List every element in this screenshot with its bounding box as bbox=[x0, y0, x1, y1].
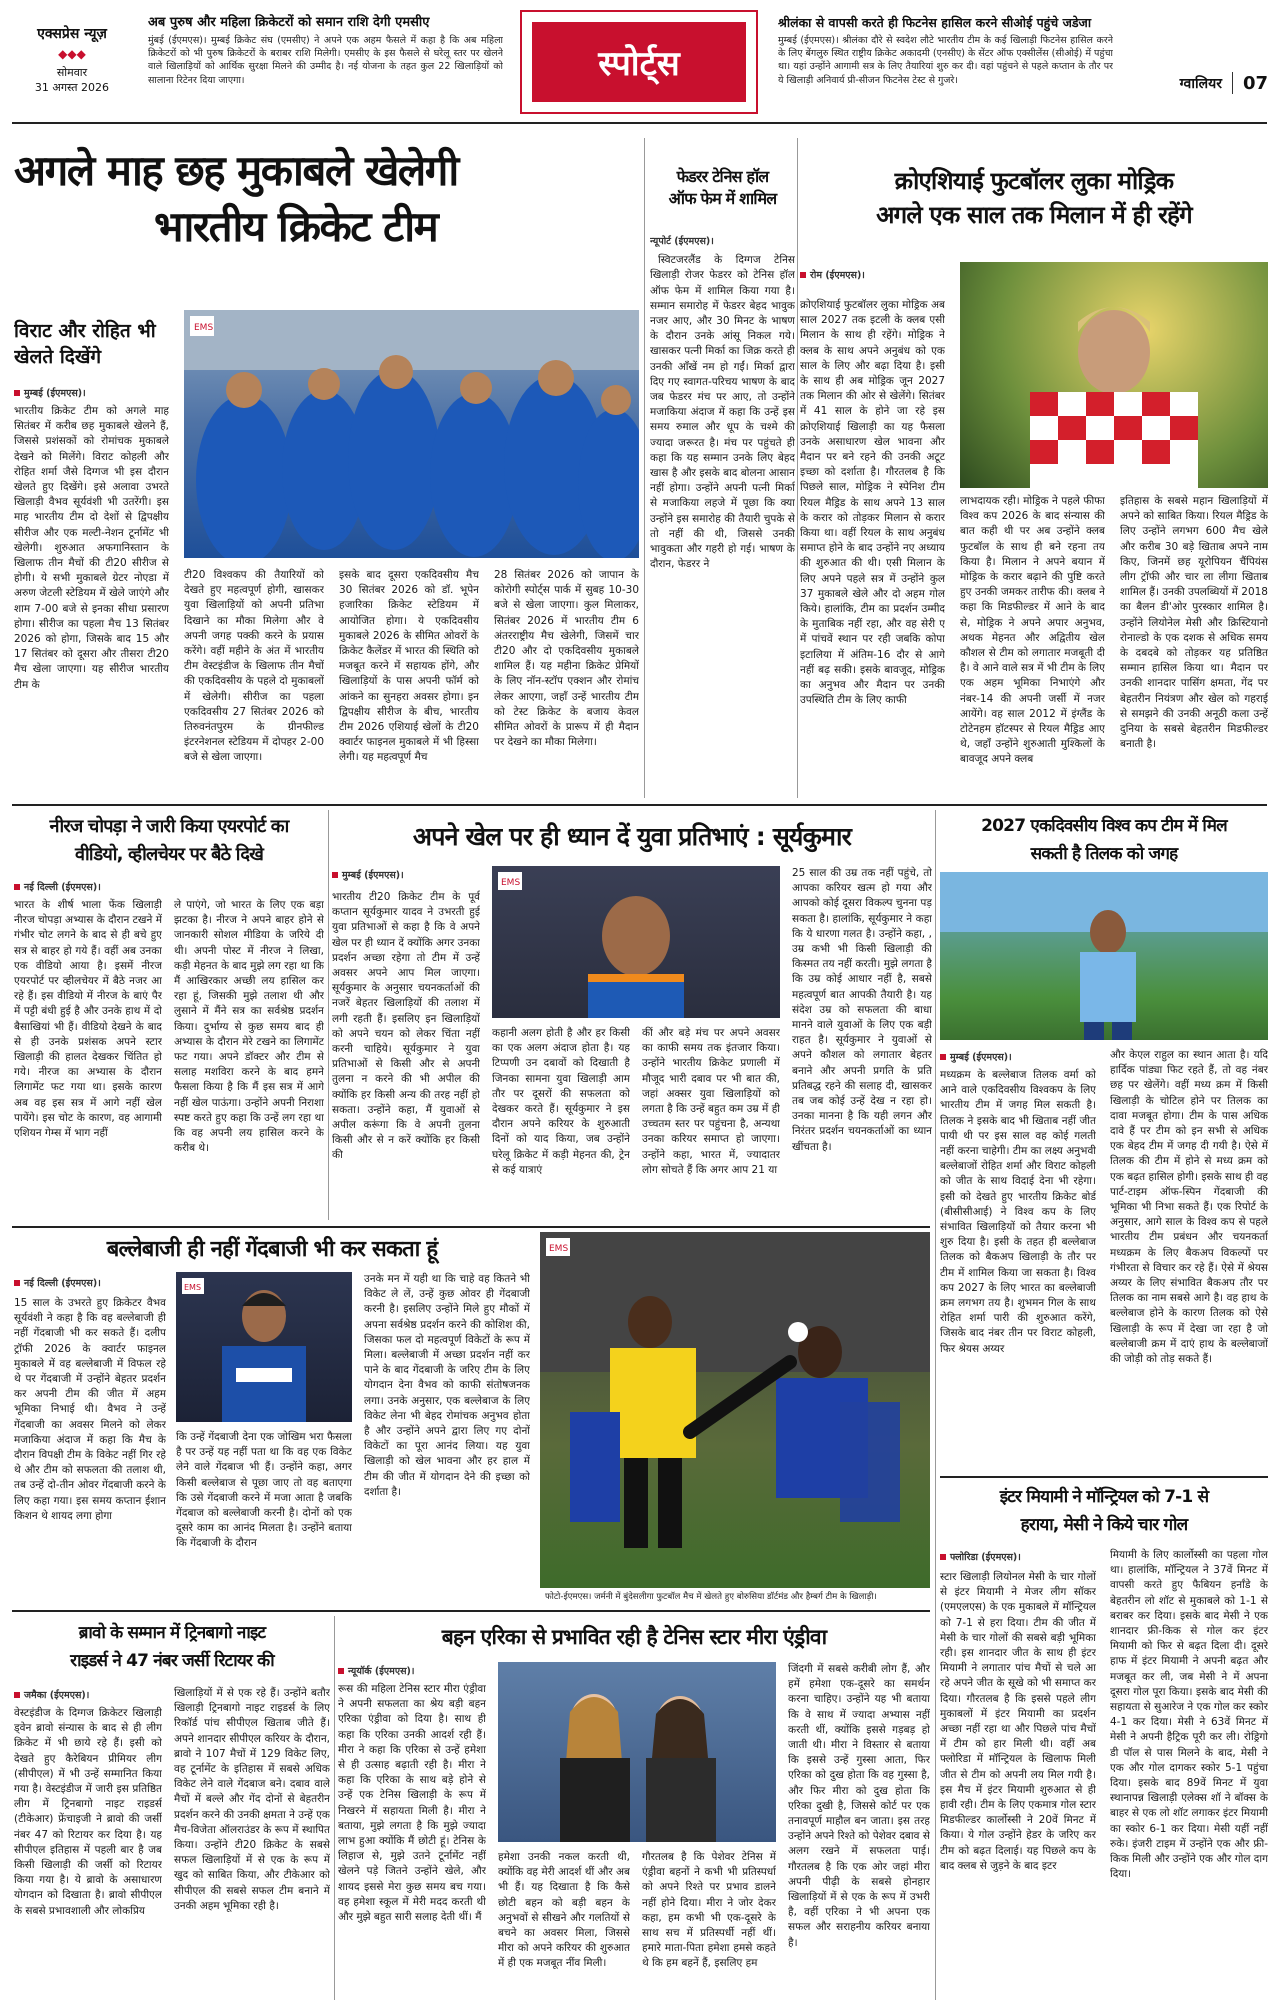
vaibhav-col3: उनके मन में यही था कि चाहे वह कितने भी विकेट ले लें, उन्हें कुछ ओवर ही गेंदबाजी करनी है। इसलिए उन्होंने मिले हुए मौकों में अपना सर्वश्रेष्ठ प्रदर्शन करने की कोशिश की, जिसका फल दो महत्वपूर्ण विकेटों के रूप में मिला। बल्लेबाजी में अच्छा प्रदर्शन नहीं कर पाने के बाद गेंदबाजी के जरिए टीम के लिए योगदान देना वैभव को काफी संतोषजनक लगा। उनके अनुसार, एक बल्लेबाज के लिए विकेट लेना भी बेहद रोमांचक अनुभव होता है और उन्होंने अपने द्वारा लिए गए दोनों विकेटों का पूरा आनंद लिया। यह युवा खिलाड़ी को खेल भावना और हर हाल में टीम की जीत में योगदान देने की इच्छा को दर्शाता है। bbox=[364, 1273, 530, 1498]
story1-dateline: मुम्बई (ईएमएस)। bbox=[14, 386, 164, 399]
modric-col2: लाभदायक रही। मोड्रिक ने पहले फीफा विश्व कप 2026 के बाद संन्यास की बात कही थी पर अब उन्होंने क्लब फुटबॉल के साथ ही बने रहना तय किया है। मिलान ने अपने बयान में मोड्रिक के करार बढ़ाने की पुष्टि करते हुए उनकी जमकर तारीफ की। क्लब ने कहा कि मिडफील्डर में आने के बाद से, मोड्रिक ने अपने अपार अनुभव, अथक मेहनत और अद्वितीय खेल कौशल से टीम को लगातार मजबूती दी है। वे आने वाले सत्र में भी टीम के लिए एक अहम भूमिका निभाएंगे और नंबर-14 की अपनी जर्सी में नजर आयेंगे। वह साल 2012 में इंग्लैंड के टोटेनहम हॉटस्पर से रियल मैड्रिड आए थे, जहाँ उन्होंने शुरुआती मुश्किलों के बावजूद अपने क्लब bbox=[960, 495, 1105, 766]
vsep-5 bbox=[334, 1616, 335, 2000]
story-bravo bbox=[14, 1616, 330, 2000]
bravo-dateline: जमैका (ईएमएस)। bbox=[14, 1688, 164, 1701]
dateline-marker-icon bbox=[14, 390, 20, 396]
photo-modric bbox=[960, 262, 1268, 488]
issue-day: सोमवार bbox=[56, 66, 88, 79]
photo-andreeva bbox=[498, 1662, 776, 1842]
surya-col4: 25 साल की उम्र तक नहीं पहुंचे, तो आपका करियर खत्म हो गया और आपको कोई दूसरा विकल्प चुनना पड़ सकता है। हालांकि, सूर्यकुमार ने कहा कि ये धारणा गलत है। उन्होंने कहा, , उम्र कभी भी किसी खिलाड़ी की किस्मत तय नहीं करती। मुझे लगता है कि उम्र कोई आधार नहीं है, सबसे महत्वपूर्ण बात आपकी तैयारी है। यह संदेश उम्र को सफलता की बाधा मानने वाले युवाओं के लिए एक बड़ी राहत है। सूर्यकुमार ने युवाओं से अपने कौशल को लगातार बेहतर बनाने और अपनी प्रगति के प्रति प्रतिबद्ध रहने की सलाह दी, खासकर तब जब कोई उन्हें देख न रहा हो। उनका मानना है कि यही लगन और निरंतर प्रदर्शन चयनकर्ताओं का ध्यान खींचता है। bbox=[792, 867, 932, 1153]
neeraj-dateline: नई दिल्ली (ईएमएस)। bbox=[14, 880, 164, 893]
surya-col2: कहानी अलग होती है और हर किसी का एक अलग अंदाज होता है। यह टिप्पणी उन दबावों को दिखाती है जिनका सामना युवा खिलाड़ी आम तौर पर दूसरों की सफलता को देखकर करते हैं। सूर्यकुमार ने इस दौरान अपने करियर के शुरुआती दिनों को याद किया, जब उन्होंने घरेलू क्रिकेट में कड़ी मेहनत की, ट्रेन से कई यात्राएं bbox=[492, 1027, 630, 1176]
dateline-marker-icon bbox=[14, 884, 20, 890]
strip-right-text: मुम्बई (ईएमएस)। श्रीलंका दौरे से स्वदेश लौटे भारतीय टीम के कई खिलाड़ी फिटनेस हासिल करने के लिए बेंगलुरु स्थित राष्ट्रीय क्रिकेट अकादमी (एनसीए) के सेंटर ऑफ एक्सीलेंस (सीओई) में पहुंचा था। यहां उन्होंने आगामी सत्र के लिए तैयारियां शुरु कर दी। वहां पहुंचने से पहले कप्तान के तौर पर ये खिलाड़ी अनिवार्य प्री-सीजन फिटनेस टेस्ट से गुजरे। bbox=[778, 35, 1113, 86]
vaibhav-col1: 15 साल के उभरते हुए क्रिकेटर वैभव सूर्यवंशी ने कहा है कि वह बल्लेबाजी ही नहीं गेंदबाजी भी कर सकते हैं। दलीप ट्रॉफी 2026 के क्वार्टर फाइनल मुकाबले में वह बल्लेबाजी में विफल रहे थे पर गेंदबाजी में उन्होंने बेहतर प्रदर्शन कर अपनी टीम की जीत में अहम भूमिका निभाई थी। वैभव ने उन्हें गेंदबाजी का अवसर मिलने को लेकर मजाकिया अंदाज में कहा कि मैच के दौरान विपक्षी टीम के विकेट नहीं गिर रहे थे और टीम को सफलता की तलाश थी, तब उन्हें दो-तीन ओवर गेंदबाजी करने के लिए कहा गया। इस समय कप्तान ईशान किशन थे शायद लगा होगा bbox=[14, 1297, 166, 1522]
rule-row1 bbox=[12, 804, 1267, 806]
federer-headline-1: फेडरर टेनिस हॉल bbox=[676, 167, 769, 186]
top-right-strip bbox=[778, 14, 1113, 114]
tilak-photo bbox=[940, 872, 1268, 1040]
city-name: ग्वालियर bbox=[1179, 75, 1222, 92]
dateline-marker-icon bbox=[940, 1054, 946, 1060]
vsep-1 bbox=[644, 138, 645, 798]
section-title: स्पोर्ट्स bbox=[598, 44, 680, 84]
bravo-headline-1: ब्रावो के सम्मान में ट्रिनबागो नाइट bbox=[78, 1623, 266, 1643]
neeraj-col2: ले पाएंगे, जो भारत के लिए एक बड़ा झटका है। नीरज ने अपने बाहर होने से जानकारी सोशल मीडिया के जरिये दी थी। अपनी पोस्ट में नीरज ने लिखा, कड़ी मेहनत के बाद मुझे लग रहा था कि मैं आखिरकार अच्छी लय हासिल कर रहा हूं, जिसकी मुझे तलाश थी और लुसाने में मैंने सत्र का सर्वश्रेष्ठ प्रदर्शन किया। दुर्भाग्य से कुछ समय बाद ही अभ्यास के दौरान मेरे टखने का लिगामेंट फट गया। अपने डॉक्टर और टीम से सलाह मशविरा करने के बाद हमने फैसला किया है कि मैं इस सत्र में आगे नहीं खेल पाऊंगा। उन्होंने अपनी निराशा स्पष्ट करते हुए कहा कि उन्हें लग रहा था कि वह अपनी लय हासिल करने के करीब थे। bbox=[174, 899, 324, 1155]
miami-headline-2: हराया, मेसी ने किये चार गोल bbox=[1020, 1515, 1188, 1535]
story-tilak bbox=[940, 810, 1268, 1470]
surya-col3: कीं और बड़े मंच पर अपने अवसर का काफी समय तक इंतजार किया। उन्होंने भारतीय क्रिकेट प्रणाली में मौजूद भारी दबाव पर भी बात की, जहां अक्सर युवा खिलाड़ियों को लगता है कि उन्हें बहुत कम उम्र में ही उच्चतम स्तर पर पहुंचना है, अन्यथा उनका करियर समाप्त हो जाएगा। उन्होंने कहा, भारत में, ज्यादातर लोग सोचते हैं कि अगर आप 21 या bbox=[642, 1027, 780, 1176]
svg-text:EMS: EMS bbox=[501, 878, 521, 888]
strip-right-headline: श्रीलंका से वापसी करते ही फिटनेस हासिल करने सीओई पहुंचे जडेजा bbox=[778, 15, 1092, 30]
story1-subhead: विराट और रोहित भी खेलते दिखेंगे bbox=[14, 320, 156, 368]
page-meta bbox=[1118, 68, 1268, 98]
vsep-3 bbox=[935, 810, 936, 2000]
andreeva-photo bbox=[498, 1662, 776, 1842]
federer-dateline: न्यूपोर्ट (ईएमएस)। bbox=[650, 236, 714, 247]
section-banner bbox=[520, 10, 758, 114]
bundesliga-photo bbox=[540, 1232, 930, 1588]
rule-row3 bbox=[12, 1610, 930, 1612]
story1-col1: भारतीय क्रिकेट टीम को अगले माह सितंबर में करीब छह मुकाबले खेलने हैं, जिससे प्रशंसकों को रोमांचक मुकाबले देखने को मिलेंगे। विराट कोहली और रोहित शर्मा जैसे दिग्गज भी इस दौरान खेलते हुए दिखेंगे। इसे अलावा उभरते खिलाड़ी वैभव सूर्यवंशी भी उतरेंगी। इस माह भारतीय टीम दो देशों से द्विपक्षीय सीरीज और एक मल्टी-नेशन टूर्नामेंट भी खेलेगी। शुरुआत अफगानिस्तान के खिलाफ तीन मैचों की टी20 सीरीज से होगी। ये सभी मुकाबले ग्रेटर नोएडा में अरुण जेटली स्टेडियम में खेले जाएंगे और शाम 7-00 बजे से इनका सीधा प्रसारण होगा। सीरीज का पहला मैच 13 सितंबर 2026 को होगा, जिसके बाद 15 और 17 सितंबर को दूसरा और तीसरा टी20 मैच खेला जाएगा। यह सीरीज भारतीय टीम के bbox=[14, 405, 169, 691]
brand-name: एक्सप्रेस न्यूज़ bbox=[37, 26, 107, 42]
page-number: 07 bbox=[1242, 72, 1268, 94]
bravo-col1: वेस्टइंडीज के दिग्गज क्रिकेटर खिलाड़ी ड्वेन ब्रावो संन्यास के बाद से ही लीग क्रिकेट में भी छाये रहे हैं। इसी को देखते हुए कैरेबियन प्रीमियर लीग (सीपीएल) में भी उन्हें सम्मानित किया गया है। वेस्टइंडीज में जारी इस प्रतिष्ठित लीग में ट्रिनबागो नाइट राइडर्स (टीकेआर) फ्रेंचाइजी ने ब्रावो की जर्सी नंबर 47 को रिटायर कर दिया है। यह सीपीएल इतिहास में पहली बार है जब किसी खिलाड़ी की जर्सी को रिटायर किया गया है। ये ब्रावो के असाधारण योगदान को दिखाता है। ब्रावो सीपीएल के सबसे प्रभावशाली और लोकप्रिय bbox=[14, 1707, 162, 1917]
neeraj-col1: भारत के शीर्ष भाला फेंक खिलाड़ी नीरज चोपड़ा अभ्यास के दौरान टखने में गंभीर चोट लगने के बाद से ही बचे हुए सत्र से बाहर हो गये हैं। वहीं अब उनका एक वीडियो आया है। इसमें नीरज एयरपोर्ट पर व्हीलचेयर में बैठे नजर आ रहे हैं। इस वीडियो में नीरज के बाएं पैर में पट्टी बंधी हुई है और उनके हाथ में दो बैसाखियां भी हैं। वीडियो देखने के बाद से ही उनके प्रशंसक अपने स्टार खिलाड़ी की हालत देखकर चिंतित हो गये। नीरज का अभ्यास के दौरान लिगामेंट फट गया था। इसके कारण अब वह इस सत्र में आगे नहीं खेल पायेंगे। इस चोट के कारण, वह आगामी एशियन गेम्स में भाग नहीं bbox=[14, 899, 162, 1140]
rule-row2 bbox=[12, 1226, 930, 1228]
photo-suryakumar bbox=[492, 866, 780, 1018]
story-neeraj bbox=[14, 810, 324, 1220]
andreeva-headline: बहन एरिका से प्रभावित रही है टेनिस स्टार मीरा एंड्रीवा bbox=[441, 1625, 827, 1649]
vaibhav-col2: कि उन्हें गेंदबाजी देना एक जोखिम भरा फैसला है पर उन्हें यह नहीं पता था कि वह एक विकेट लेने वाले गेंदबाज भी हैं। उन्होंने कहा, अगर किसी बल्लेबाज से पूछा जाए तो वह बताएगा कि उसे गेंदबाजी करने में मजा आता है जबकि गेंदबाज को बल्लेबाजी करनी है। दोनों को एक दूसरे काम का आनंद मिलता है। उन्होंने बताया कि गेंदबाजी के दौरान bbox=[176, 1431, 352, 1550]
tilak-headline-1: 2027 एकदिवसीय विश्व कप टीम में मिल bbox=[981, 816, 1227, 836]
andreeva-dateline: न्यूयॉर्क (ईएमएस)। bbox=[338, 1664, 488, 1677]
bravo-headline-2: राइडर्स ने 47 नंबर जर्सी रिटायर की bbox=[70, 1651, 274, 1671]
andreeva-col2: हमेशा उनकी नकल करती थी, क्योंकि वह मेरी आदर्श थीं और अब भी हैं। यह दिखाता है कि कैसे छोटी बहन को बड़ी बहन के अनुभवों से सीखने और गलतियों से बचने का अवसर मिला, जिससे मीरा को अपने करियर की शुरुआत में ही एक मजबूत नींव मिली। bbox=[498, 1851, 630, 1970]
federer-col1: स्विटजरलैंड के दिग्गज टेनिस खिलाड़ी रोजर फेडरर को टेनिस हॉल ऑफ फेम में शामिल किया गया है। सम्मान समारोह में फेडरर बेहद भावुक नजर आए, और 30 मिनट के भाषण के दौरान उनके आंसू निकल गये। खासकर पत्नी मिर्का का जिक्र करते ही उनकी आँखें नम हो गईं। मिर्का द्वारा दिए गए स्वागत-परिचय भाषण के बाद जब फेडरर मंच पर आए, तो उन्होंने मजाकिया अंदाज में कहा कि उन्हें इस समय रुमाल और धूप के चश्मे की ज्यादा जरूरत है। मंच पर पहुंचते ही कहा कि यह सम्मान उनके लिए बेहद खास है और इसके बाद बोलना आसान नहीं होगा। उन्होंने अपनी पत्नी मिर्का से मजाकिया लहजे में पूछा कि क्या उन्होंने इस समारोह की तैयारी चुपके से तो नहीं की थी, जिससे उनकी भावुकता और गहरी हो गई। भाषण के दौरान, फेडरर ने bbox=[650, 254, 795, 571]
brand-box bbox=[14, 14, 130, 110]
modric-photo bbox=[960, 262, 1268, 488]
brand-ornament-icon: ◆◆◆ bbox=[58, 47, 86, 61]
story-modric bbox=[800, 138, 1268, 798]
photo-tilak bbox=[940, 872, 1268, 1040]
story-vaibhav bbox=[14, 1232, 530, 1602]
story1-col2: टी20 विश्वकप की तैयारियों को देखते हुए महत्वपूर्ण होगी, खासकर युवा खिलाड़ियों को अपनी प्रतिभा दिखाने का मौका मिलेगा और वे अपनी जगह पक्की करने के प्रयास करेंगे। वहीं महीने के अंत में भारतीय टीम वेस्टइंडीज के खिलाफ तीन मैचों की एकदिवसीय के पहले दो मुकाबलों में खेलेगी। सीरीज का पहला एकदिवसीय 27 सितंबर 2026 को तिरुवनंतपुरम के ग्रीनफील्ड इंटरनेशनल स्टेडियम में दोपहर 2-00 बजे से खेला जाएगा। bbox=[184, 569, 324, 764]
dateline-marker-icon bbox=[332, 872, 338, 878]
tilak-col1: मध्यक्रम के बल्लेबाज तिलक वर्मा को आने वाले एकदिवसीय विश्वकप के लिए भारतीय टीम में जगह मिल सकती है। तिलक ने इसके बाद भी खिताब नहीं जीत पायी थी पर इस साल वह कोई गलती नहीं करना चाहेगी। टीम का लक्ष्य अनुभवी बल्लेबाजों रोहित शर्मा और विराट कोहली को जीत के साथ विदाई देना भी रहेगा। इसी को देखते हुए भारतीय क्रिकेट बोर्ड (बीसीसीआई) ने विश्व कप के लिए संभावित खिलाड़ियों को तैयार करना भी शुरु दिया है। इसी के तहत ही बल्लेबाज तिलक को बैकअप खिलाड़ी के तौर पर टीम में शामिल किया जा सकता है। विश्व कप 2027 के लिए भारत का बल्लेबाजी क्रम लगभग तय है। शुभमन गिल के साथ रोहित शर्मा पारी की शुरुआत करेंगे, जिसके बाद नंबर तीन पर विराट कोहली, फिर श्रेयस अय्यर bbox=[940, 1069, 1096, 1355]
vaibhav-dateline: नई दिल्ली (ईएमएस)। bbox=[14, 1276, 164, 1289]
tilak-headline-2: सकती है तिलक को जगह bbox=[1030, 844, 1178, 864]
modric-col1: क्रोएशियाई फुटबॉलर लुका मोड्रिक अब साल 2027 तक इटली के क्लब एसी मिलान के साथ ही रहेंगे। मोड्रिक ने क्लब के साथ अपने अनुबंध को एक साल के लिए और बढ़ा दिया है। इसी के साथ ही अब मोड्रिक जून 2027 तक मिलान की ओर से खेलेंगे। सितंबर में 41 साल के होने जा रहे इस क्रोएशियाई खिलाड़ी का यह फैसला उनके असाधारण खेल भावना और मैदान पर बने रहने की उनकी अटूट इच्छा को दर्शाता है। गौरतलब है कि पिछले साल, मोड्रिक ने स्पेनिश टीम रियल मैड्रिड के साथ अपने 13 साल के करार को तोड़कर मिलान से करार किया था। वहीं रियल के साथ अनुबंध समाप्त होने के बाद उन्होंने नए अध्याय की शुरुआत की थी। एसी मिलान के लिए अपने पहले सत्र में उन्होंने कुल 37 मुकाबले खेले और दो अहम गोल किये। हालांकि, टीम का प्रदर्शन उम्मीद के मुताबिक नहीं रहा, और वह सेरी ए में पांचवें स्थान पर रही जबकि कोपा इटालिया में अंतिम-16 दौर से आगे नहीं बढ़ सकी। इसके बावजूद, मोड्रिक का अनुभव और मैदान पर उनकी उपस्थिति टीम के लिए काफी bbox=[800, 299, 945, 707]
issue-date: 31 अगस्त 2026 bbox=[34, 81, 110, 94]
modric-col3: इतिहास के सबसे महान खिलाड़ियों में अपने को साबित किया। रियल मैड्रिड के लिए उन्होंने लगभग 600 मैच खेले और करीब 30 बड़े खिताब अपने नाम किए, जिनमें छह यूरोपियन चैंपियंस लीग ट्रॉफी और चार ला लीगा खिताब शामिल हैं। उनकी उपलब्धियों में 2018 का बैलन डी'ओर पुरस्कार शामिल है। उन्होंने लियोनेल मेसी और क्रिस्टियानो रोनाल्डो के एक दशक से अधिक समय के दबदबे को तोड़कर यह प्रतिष्ठित सम्मान हासिल किया था। मैदान पर उनकी शानदार पासिंग क्षमता, गेंद पर बेहतरीन नियंत्रण और खेल को गहराई से समझने की उनकी अनूठी कला उन्हें दुनिया के सबसे बेहतरीन मिडफील्डर बनाती है। bbox=[1120, 495, 1268, 751]
masthead bbox=[0, 0, 1279, 132]
story-federer bbox=[650, 138, 795, 798]
svg-text:EMS: EMS bbox=[194, 323, 214, 333]
dateline-marker-icon bbox=[14, 1280, 20, 1286]
photo-vaibhav bbox=[176, 1272, 352, 1422]
miami-col2: मियामी के लिए कार्लोस्सी का पहला गोल था। हालांकि, मॉन्ट्रियल ने 37वें मिनट में वापसी करते हुए फैबियन हर्नांडे के बेहतरीन लो शॉट से मुकाबले को 1-1 से बराबर कर दिया। इसके बाद मेसी ने एक शानदार फ्री-किक से गोल कर इंटर मियामी को फिर से बढ़त दिला दी। दूसरे हाफ में इंटर मियामी ने अपनी बढ़त और मजबूत कर ली, जब मेसी ने में अपना दूसरा गोल पूरा किया। इसके बाद मेसी की सहायता से सुआरेज ने एक गोल कर स्कोर 4-1 कर दिया। मेसी ने 63वें मिनट में मेसी ने अपनी हैट्रिक पूरी कर ली। रोड्रिगो डी पॉल से पास मिलने के बाद, मेसी ने एक और गोल दागकर स्कोर 5-1 पहुंचा दिया। इसके बाद 89वें मिनट में युवा स्थानापन्न खिलाड़ी एलेक्स शॉ ने बॉक्स के बाहर से एक लो शॉट लगाकर इंटर मियामी का स्कोर 6-1 कर दिया। मेसी यहीं नहीं रुके। इंजरी टाइम में उन्होंने एक और फ्री-किक मिली और उन्होंने एक और गोल दाग दिया। bbox=[1110, 1549, 1268, 1881]
dateline-marker-icon bbox=[338, 1668, 344, 1674]
story-india-cricket bbox=[14, 138, 639, 798]
miami-headline-1: इंटर मियामी ने मॉन्ट्रियल को 7-1 से bbox=[999, 1487, 1209, 1507]
story1-headline-2: भारतीय क्रिकेट टीम bbox=[154, 202, 438, 251]
story1-headline-1: अगले माह छह मुकाबले खेलेगी bbox=[14, 146, 458, 195]
story-suryakumar bbox=[332, 810, 932, 1220]
rule-right bbox=[940, 1476, 1268, 1478]
suryakumar-photo bbox=[492, 866, 780, 1018]
svg-text:EMS: EMS bbox=[184, 1283, 202, 1292]
modric-dateline: रोम (ईएमएस)। bbox=[800, 268, 950, 281]
cricket-team-photo bbox=[184, 310, 639, 558]
miami-col1: स्टार खिलाड़ी लियोनल मेसी के चार गोलों से इंटर मियामी ने मेजर लीग सॉकर (एमएलएस) के एक मुकाबले में मॉन्ट्रियल को 7-1 से हरा दिया। टीम की जीत में मेसी के चार गोलों की सबसे बड़ी भूमिका रही। इस शानदार जीत के साथ ही इंटर मियामी ने लगातार पांच मैचों से चले आ रहे अपने जीत के सूखे को भी समाप्त कर दिया। गौरतलब है कि इससे पहले लीग मुकाबलों में इंटर मियामी का प्रदर्शन अच्छा नहीं रहा था और पिछले पांच मैचों में टीम को हार मिली थी। वहीं अब फ्लोरिडा में मॉन्ट्रियल के खिलाफ मिली जीत से टीम को अपनी लय मिल गयी है। इस मैच में इंटर मियामी शुरुआत से ही हावी रही। टीम के लिए एकमात्र गोल स्टार मिडफील्डर कार्लोस्सी ने 20वें मिनट में किया। ये गोल उन्होंने हेडर के जरिए कर टीम को बढ़त दिलाई। यह पिछले कप के बाद क्लब से जुड़ने के बाद इटर bbox=[940, 1571, 1096, 1872]
strip-left-text: मुंबई (ईएमएस)। मुम्बई क्रिकेट संघ (एमसीए) ने अपने एक अहम फैसले में कहा है कि अब महिला क्रिकेटरों को भी पुरुष क्रिकेटरों के बराबर राशि मिलेगी। एमसीए के इस फैसले से घरेलू स्तर पर खेलने वाले खिलाड़ियों को आर्थिक सुरक्षा मिलने की उम्मीद है। नई योजना के तहत कुल 22 खिलाड़ियों को सालाना रिटेनर दिया जाएगा। bbox=[148, 35, 503, 86]
modric-headline-1: क्रोएशियाई फुटबॉलर लुका मोड्रिक bbox=[894, 167, 1174, 195]
dateline-marker-icon bbox=[14, 1692, 20, 1698]
andreeva-col4: जिंदगी में सबसे करीबी लोग हैं, और हमें हमेशा एक-दूसरे का समर्थन करना चाहिए। उन्होंने यह भी बताया कि वे साथ में ज्यादा अभ्यास नहीं करती थीं, क्योंकि इससे गड़बड़ हो जाती थी। मीरा ने विस्तार से बताया कि इससे उन्हें गुस्सा आता, फिर एरिका को दुख होता कि वह गुस्सा है, और फिर मीरा को दुख होता कि एरिका दुखी है, जिससे कोर्ट पर एक तनावपूर्ण माहौल बन जाता। इस तरह उन्होंने अपने रिश्ते को पेशेवर दबाव से अलग रखने में सफलता पाई। गौरतलब है कि एक ओर जहां मीरा अपनी पीढ़ी के सबसे होनहार खिलाड़ियों में से एक के रूप में उभरी है, वहीं एरिका ने भी अपना एक सफल और सराहनीय करियर बनाया है। bbox=[788, 1663, 930, 1949]
dateline-marker-icon bbox=[940, 1554, 946, 1560]
tilak-dateline: मुम्बई (ईएमएस)। bbox=[940, 1050, 1090, 1063]
photo-india-team bbox=[184, 310, 639, 558]
andreeva-col1: रूस की महिला टेनिस स्टार मीरा एंड्रीवा ने अपनी सफलता का श्रेय बड़ी बहन एरिका एंड्रीवा को दिया है। साथ ही कहा कि एरिका उनकी आदर्श रही हैं। मीरा ने कहा कि एरिका से उन्हें हमेशा से ही उत्साह बढ़ाती रही है। मीरा ने कहा कि एरिका के साथ बड़े होने से उन्हें एक टेनिस खिलाड़ी के रूप में निखरने में सहायता मिली है। मीरा ने बताया, मुझे लगता है कि मुझे ज्यादा लाभ हुआ क्योंकि मैं छोटी हूं। टेनिस के लिहाज से, मुझे उतने टूर्नामेंट नहीं खेलने पड़े जितने उन्होंने खेले, और शायद इससे मेरा कुछ समय बच गया। वह हमेशा स्कूल में मेरी मदद करती थी और मुझे बहुत सारी सलाह देती थीं। मैं bbox=[338, 1683, 486, 1924]
story1-col4: 28 सितंबर 2026 को जापान के कोरोगी स्पोर्ट्स पार्क में सुबह 10-30 बजे से खेला जाएगा। कुल मिलाकर, सितंबर 2026 में भारतीय टीम 6 अंतरराष्ट्रीय मैच खेलेगी, जिसमें चार टी20 और दो एकदिवसीय मुकाबले शामिल हैं। यह महीना क्रिकेट प्रेमियों के लिए नॉन-स्टॉप एक्शन और रोमांच लेकर आएगा, जहाँ उन्हें भारतीय टीम को टेस्ट क्रिकेट के बजाय केवल सीमित ओवरों के प्रारूप में ही मैदान पर देखने का मौका मिलेगा। bbox=[494, 569, 639, 749]
vaibhav-headline: बल्लेबाजी ही नहीं गेंदबाजी भी कर सकता हूं bbox=[106, 1237, 438, 1262]
top-left-strip bbox=[148, 14, 503, 114]
miami-dateline: फ्लोरिडा (ईएमएस)। bbox=[940, 1550, 1090, 1563]
vaibhav-photo bbox=[176, 1272, 352, 1422]
story-andreeva bbox=[338, 1616, 930, 2000]
story1-col3: इसके बाद दूसरा एकदिवसीय मैच 30 सितंबर 2026 को डॉ. भूपेन हजारिका क्रिकेट स्टेडियम में आयोजित होगा। ये एकदिवसीय मुकाबले 2026 के सीमित ओवरों के क्रिकेट कैलेंडर में भारत की स्थिति को मजबूत करने में सहायक होंगे, और खिलाड़ियों के पास अपनी फॉर्म को आंकने का सुनहरा अवसर होगा। इन द्विपक्षीय सीरीज के बीच, भारतीय टीम 2026 एशियाई खेलों के टी20 क्वार्टर फाइनल मुकाबले में भी हिस्सा लेगी। यह महत्वपूर्ण मैच bbox=[339, 569, 479, 764]
neeraj-headline-1: नीरज चोपड़ा ने जारी किया एयरपोर्ट का bbox=[49, 816, 289, 837]
neeraj-headline-2: वीडियो, व्हीलचेयर पर बैठे दिखे bbox=[74, 844, 264, 865]
bravo-col2: खिलाड़ियों में से एक रहे हैं। उन्होंने बतौर खिलाड़ी ट्रिनबागो नाइट राइडर्स के लिए रिकॉर्ड पांच सीपीएल खिताब जीते हैं। अपने शानदार सीपीएल करियर के दौरान, ब्रावो ने 107 मैचों में 129 विकेट लिए, वह टूर्नामेंट के इतिहास में सबसे अधिक विकेट लेने वाले गेंदबाज बने। दबाव वाले मैचों में बल्ले और गेंद दोनों से बेहतरीन प्रदर्शन करने की उनकी क्षमता ने उन्हें एक मैच-विजेता ऑलराउंडर के रूप में स्थापित किया। उन्होंने टी20 क्रिकेट के सबसे सफल खिलाड़ियों में से एक के रूप में खुद को साबित किया, और टीकेआर को सीपीएल की सबसे सफल टीम बनाने में उनकी अहम भूमिका रही है। bbox=[174, 1687, 330, 1912]
federer-headline-2: ऑफ फेम में शामिल bbox=[668, 189, 777, 208]
tilak-col2: और केएल राहुल का स्थान आता है। यदि हार्दिक पांड्या फिट रहते हैं, तो वह नंबर छह पर खेलेंगे। वहीं मध्य क्रम में किसी खिलाड़ी के चोटिल होने पर तिलक का दावा मजबूत होगा। टीम के पास अधिक दावे हैं पर टीम को इन सभी से अधिक एक बेहद टीम में जगह दी गयी है। ऐसे में तिलक की टीम में होने से मध्य क्रम को एक बढ़त हासिल होगी। इसके साथ ही वह पार्ट-टाइम ऑफ-स्पिन गेंदबाजी की भूमिका भी निभा सकते हैं। एक रिपोर्ट के अनुसार, आगे साल के विश्व कप से पहले भारतीय टीम प्रबंधन और चयनकर्ता मध्यक्रम के लिए बैकअप विकल्पों पर गंभीरता से विचार कर रहे हैं। ऐसे में श्रेयस अय्यर के लिए संभावित बैकअप तौर पर तिलक का नाम सबसे आगे है। वह हाथ के बल्लेबाज होने के कारण तिलक को ऐसे खिलाड़ी के रूप में देखा जा रहा है जो बल्लेबाजी क्रम में दाएं हाथ के बल्लेबाजों की जोड़ी को तोड़ सकते हैं। bbox=[1110, 1049, 1268, 1366]
vsep-2 bbox=[797, 138, 798, 798]
surya-col1: भारतीय टी20 क्रिकेट टीम के पूर्व कप्तान सूर्यकुमार यादव ने उभरती हुई युवा प्रतिभाओं से कहा है कि वे अपने खेल पर ही ध्यान दें क्योंकि अगर उनका प्रदर्शन अच्छा रहेगा तो टीम में उन्हें अवसर अपने आप मिल जाएगा। सूर्यकुमार के अनुसार चयनकर्ताओं की नजरें बेहतर खिलाड़ियों की तलाश में लगी रहती हैं। इसलिए इन खिलाड़ियों को अपने चयन को लेकर चिंता नहीं करनी चाहिये। सूर्यकुमार ने युवा प्रतिभाओं से किसी और से अपनी तुलना न करने की भी अपील की क्योंकि हर किसी अन्य की तरह नहीं हो सकता। उन्होंने कहा, मैं युवाओं से अपील करूंगा कि वे अपनी तुलना किसी और से न करें क्योंकि हर किसी की bbox=[332, 891, 480, 1162]
masthead-rule bbox=[12, 122, 1267, 124]
surya-dateline: मुम्बई (ईएमएस)। bbox=[332, 868, 482, 881]
vsep-4 bbox=[328, 810, 329, 1220]
story-inter-miami bbox=[940, 1480, 1268, 2000]
federer-body bbox=[650, 232, 795, 798]
strip-left-headline: अब पुरुष और महिला क्रिकेटरों को समान राशि देगी एमसीए bbox=[148, 15, 430, 30]
andreeva-col3: गौरतलब है कि पेशेवर टेनिस में एंड्रीवा बहनों ने कभी भी प्रतिस्पर्धा को अपने रिश्ते पर प्रभाव डालने नहीं होने दिया। मीरा ने जोर देकर कहा, हम कभी भी एक-दूसरे के साथ सच में प्रतिस्पर्धी नहीं थीं। हमारे माता-पिता हमेशा हमसे कहते थे कि हम बहनें हैं, इसलिए हम bbox=[642, 1851, 776, 1970]
dateline-marker-icon bbox=[800, 272, 806, 278]
surya-headline: अपने खेल पर ही ध्यान दें युवा प्रतिभाएं : सूर्यकुमार bbox=[412, 822, 852, 851]
svg-text:EMS: EMS bbox=[549, 1244, 569, 1254]
photo-bundesliga bbox=[540, 1232, 930, 1588]
bundesliga-caption: फोटो-ईएमएस। जर्मनी में बुंदेसलीगा फुटबॉल मैच में खेलते हुए बोरुसिया डॉर्टमंड और हैम्बर्ग टीम के खिलाड़ी। bbox=[545, 1592, 877, 1602]
modric-headline-2: अगले एक साल तक मिलान में ही रहेंगे bbox=[876, 201, 1192, 229]
